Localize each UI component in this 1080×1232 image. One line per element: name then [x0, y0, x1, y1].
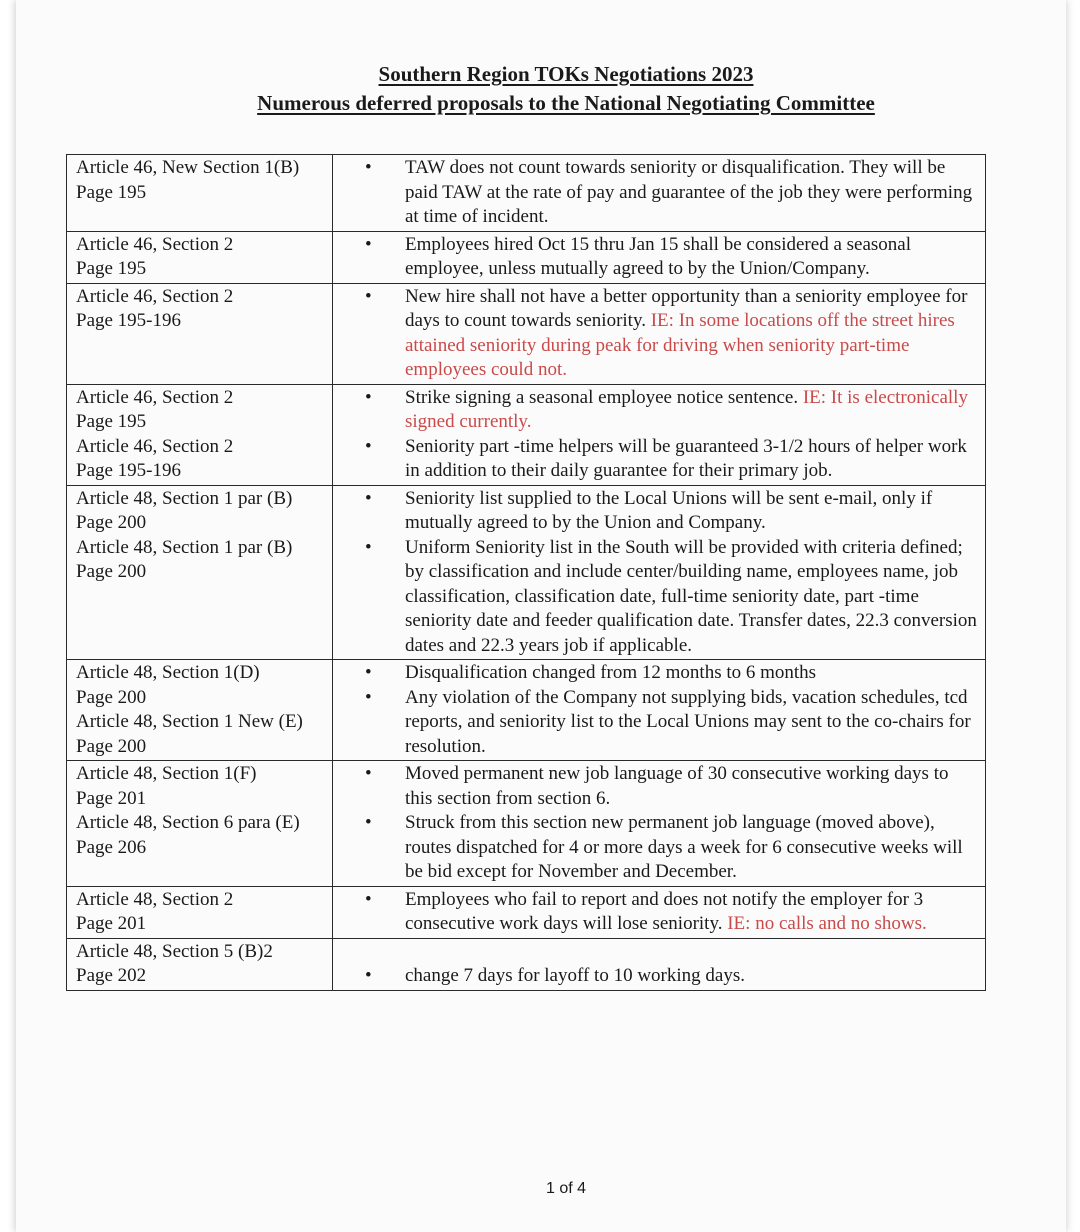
proposal-cell: [333, 761, 986, 887]
article-reference: Article 46, Section 2: [76, 285, 234, 307]
bullet-icon: •: [365, 763, 372, 784]
proposal-text: Uniform Seniority list in the South will be provided with criteria defined; by classification and include center/building name, employees name, job classification, classification date, full-time seniority date, part -time seniority date and feeder qualification date. Transfer dates, 22.3 conversion dates and 22.3 years job if applicable.: [405, 536, 977, 656]
article-page: Page 195: [76, 181, 147, 203]
proposal-text: Employees who fail to report and does not notify the employer for 3 consecutive work days will lose seniority.: [405, 888, 924, 934]
bullet-icon: •: [365, 285, 372, 307]
proposal-cell: [333, 231, 986, 283]
bullet-icon: •: [365, 686, 372, 708]
proposal-row: [67, 938, 986, 990]
proposal-row: [67, 485, 986, 660]
proposal-row: [67, 660, 986, 761]
bullet-icon: •: [365, 487, 372, 509]
bullet-icon: •: [365, 888, 372, 910]
proposal-row: [67, 155, 986, 232]
proposal-row: [67, 761, 986, 887]
article-reference-cell: [67, 155, 333, 232]
proposal-row: [67, 283, 986, 384]
proposal-note: IE: In some locations off the street hires attained seniority during peak for driving when seniority part-time employees could not.: [405, 310, 955, 380]
proposal-item: [333, 386, 985, 435]
article-reference: Article 46, Section 2: [76, 435, 234, 457]
article-reference-cell: [67, 283, 333, 384]
article-page: Page 195: [76, 411, 147, 432]
proposal-text: Moved permanent new job language of 30 consecutive working days to this section from section 6.: [405, 763, 949, 809]
article-reference: Article 48, Section 5 (B)2: [76, 940, 273, 962]
article-reference: Article 46, New Section 1(B): [76, 157, 300, 178]
article-reference-cell: [67, 485, 333, 660]
proposal-text: Seniority list supplied to the Local Unions will be sent e-mail, only if mutually agreed to by the Union and Company.: [405, 487, 933, 533]
proposals-table: [66, 154, 986, 991]
proposal-cell: [333, 660, 986, 761]
proposal-row: [67, 231, 986, 283]
article-reference: Article 48, Section 6 para (E): [76, 812, 300, 833]
proposal-cell: [333, 886, 986, 938]
page-number: 1 of 4: [545, 1180, 587, 1197]
document-title: Southern Region TOKs Negotiations 2023: [378, 62, 754, 86]
proposal-note: IE: no calls and no shows.: [727, 913, 927, 934]
proposal-item: [333, 964, 985, 989]
bullet-icon: •: [365, 536, 372, 558]
proposal-item: [333, 686, 985, 760]
proposal-cell: [333, 485, 986, 660]
bullet-icon: •: [365, 662, 372, 683]
proposal-cell: [333, 283, 986, 384]
proposal-item: [333, 762, 985, 811]
document-page: [16, 0, 1066, 1232]
proposal-item: [333, 661, 985, 686]
article-reference: Article 48, Section 1(D): [76, 662, 260, 683]
proposal-item: [333, 888, 985, 937]
article-page: Page 200: [76, 686, 147, 708]
article-page: Page 200: [76, 735, 147, 757]
bullet-icon: •: [365, 812, 372, 833]
proposal-text: Struck from this section new permanent job language (moved above), routes dispatched for 4 or more days a week for 6 consecutive weeks will be bid except for November and December.: [405, 812, 963, 882]
article-reference: Article 48, Section 1(F): [76, 763, 257, 784]
proposal-text: TAW does not count towards seniority or disqualification. They will be paid TAW at the rate of pay and guarantee of the job they were performing at time of incident.: [405, 157, 973, 227]
article-reference-cell: [67, 938, 333, 990]
article-reference: Article 48, Section 2: [76, 888, 234, 910]
proposal-cell: [333, 384, 986, 485]
article-reference: Article 48, Section 1 par (B): [76, 536, 293, 558]
proposal-text: Disqualification changed from 12 months to 6 months: [405, 662, 817, 683]
proposal-text: Strike signing a seasonal employee notice sentence.: [405, 386, 799, 408]
article-page: Page 200: [76, 512, 147, 533]
article-page: Page 201: [76, 913, 147, 934]
article-page: Page 195-196: [76, 310, 182, 331]
proposal-item: [333, 435, 985, 484]
article-reference-cell: [67, 231, 333, 283]
article-reference-cell: [67, 886, 333, 938]
article-page: Page 200: [76, 561, 147, 582]
proposal-text: Seniority part -time helpers will be guaranteed 3-1/2 hours of helper work in addition to their daily guarantee for their primary job.: [405, 435, 967, 481]
proposal-text: Employees hired Oct 15 thru Jan 15 shall be considered a seasonal employee, unless mutually agreed to by the Union/Company.: [405, 233, 911, 279]
proposal-text: Any violation of the Company not supplying bids, vacation schedules, tcd reports, and seniority list to the Local Unions may sent to the co-chairs for resolution.: [405, 686, 971, 757]
bullet-icon: •: [365, 386, 372, 408]
proposal-item: [333, 487, 985, 536]
proposal-item: [333, 536, 985, 659]
article-page: Page 195-196: [76, 460, 182, 481]
article-reference: Article 48, Section 1 par (B): [76, 487, 293, 509]
proposal-item: [333, 811, 985, 885]
bullet-icon: •: [365, 435, 372, 457]
document-header: [16, 60, 1080, 118]
article-page: Page 195: [76, 258, 147, 279]
article-page: Page 201: [76, 787, 147, 809]
article-reference-cell: [67, 761, 333, 887]
proposal-cell: [333, 938, 986, 990]
proposal-row: [67, 886, 986, 938]
proposal-text: New hire shall not have a better opportunity than a seniority employee for days to count towards seniority.: [405, 285, 968, 331]
article-page: Page 202: [76, 965, 147, 986]
proposal-text: change 7 days for layoff to 10 working days.: [405, 965, 745, 986]
document-subtitle: Numerous deferred proposals to the National Negotiating Committee: [257, 91, 875, 115]
proposal-item: [333, 233, 985, 282]
proposal-item: [333, 285, 985, 383]
proposal-note: IE: It is electronically signed currently.: [405, 386, 968, 432]
article-reference-cell: [67, 384, 333, 485]
bullet-icon: •: [365, 965, 372, 986]
article-reference-cell: [67, 660, 333, 761]
article-page: Page 206: [76, 836, 147, 858]
article-reference: Article 46, Section 2: [76, 233, 234, 255]
proposal-item: [333, 156, 985, 230]
article-reference: Article 46, Section 2: [76, 386, 234, 408]
proposal-row: [67, 384, 986, 485]
article-reference: Article 48, Section 1 New (E): [76, 711, 303, 732]
proposal-cell: [333, 155, 986, 232]
bullet-icon: •: [365, 233, 372, 255]
bullet-icon: •: [365, 157, 372, 178]
